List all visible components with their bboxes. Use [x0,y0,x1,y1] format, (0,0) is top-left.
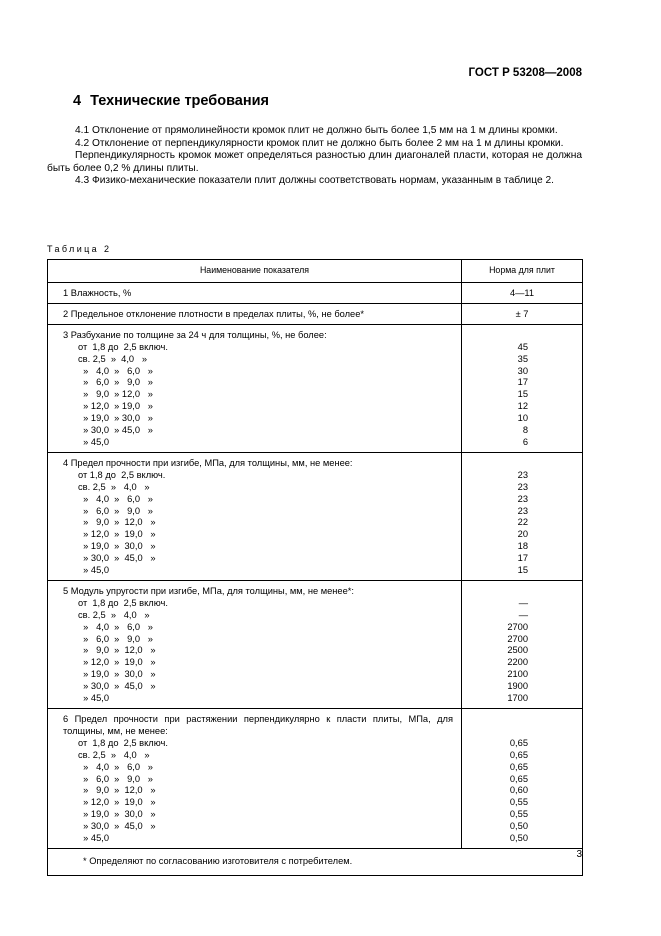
norm-value: 22 [517,517,528,528]
column-header-indicator: Наименование показателя [48,260,462,283]
paragraph: Перпендикулярность кромок может определяться разностью длин диагоналей пласти, которая не должна быть более 0,2 % длины плиты. [47,150,582,174]
thickness-range: » 45,0 [78,565,110,576]
thickness-range: » 9,0 » 12,0 » [78,785,156,796]
thickness-range: » 12,0 » 19,0 » [78,657,156,668]
spacer [462,586,582,598]
spacer [462,330,582,342]
table-header-row [48,260,583,283]
thickness-range: св. 2,5 » 4,0 » [78,353,148,364]
paragraph: 4.1 Отклонение от прямолинейности кромок плит не должно быть более 1,5 мм на 1 м длины кромки. [75,125,558,136]
column-header-norm: Норма для плит [462,260,583,283]
norm-value: 2200 [507,657,528,668]
thickness-range: » 12,0 » 19,0 » [78,797,156,808]
document-id: ГОСТ Р 53208—2008 [468,67,582,79]
norm-value: 17 [517,377,528,388]
norm-value: 2100 [507,669,528,680]
norm-values [462,452,583,580]
thickness-range: » 4,0 » 6,0 » [78,365,153,376]
table-caption: Таблица 2 [47,244,112,254]
thickness-range: » 6,0 » 9,0 » [78,773,153,784]
page-number: 3 [576,849,582,860]
norm-value: 45 [517,341,528,352]
section-title: Технические требования [90,93,270,109]
norm-value: 23 [517,505,528,516]
paragraphs [47,125,582,188]
thickness-range: » 4,0 » 6,0 » [78,761,153,772]
norm-value: 2700 [507,633,528,644]
paragraph: 4.3 Физико-механические показатели плит должны соответствовать нормам, указанным в таблице 2. [75,175,554,186]
norm-values [462,580,583,708]
thickness-range: » 30,0 » 45,0 » [78,425,153,436]
thickness-range: св. 2,5 » 4,0 » [78,609,150,620]
norm-value: 0,65 [509,737,528,748]
norm-value: 23 [517,481,528,492]
indicator-name: 2 Предельное отклонение плотности в пределах плиты, %, не более* [48,303,462,324]
thickness-range: » 4,0 » 6,0 » [78,493,153,504]
norm-value: 2500 [507,645,528,656]
norm-value: 0,65 [509,773,528,784]
section-heading [73,93,269,109]
thickness-range: » 45,0 [78,436,110,447]
thickness-range: от 1,8 до 2,5 включ. [78,597,168,608]
norm-value: 0,50 [509,833,528,844]
norm-value: — [518,597,528,608]
norm-value: 0,65 [509,761,528,772]
thickness-range: от 1,8 до 2,5 включ. [78,341,168,352]
thickness-range: » 4,0 » 6,0 » [78,621,153,632]
table-group-row [48,452,583,580]
norm-value: ± 7 [462,303,583,324]
indicator-group [48,580,462,708]
spacer [462,714,582,726]
thickness-range: » 19,0 » 30,0 » [78,541,156,552]
footnote-row [48,848,583,875]
requirements-table [47,259,583,876]
norm-values [462,709,583,849]
thickness-range: » 45,0 [78,833,110,844]
thickness-range: » 12,0 » 19,0 » [78,529,156,540]
group-title: 6 Предел прочности при растяжении перпендикулярно к пласти плиты, МПа, для толщины, мм, не менее: [63,714,453,736]
paragraph: 4.2 Отклонение от перпендикулярности кромок плит не должно быть более 2 мм на 1 м длины кромки. [75,137,564,149]
thickness-range: » 19,0 » 30,0 » [78,669,156,680]
norm-value: 10 [517,413,528,424]
table-footnote: * Определяют по согласованию изготовителя с потребителем. [48,848,583,875]
table-row [48,303,583,324]
indicator-name: 1 Влажность, % [48,283,462,304]
thickness-range: » 19,0 » 30,0 » [78,413,153,424]
spacer [462,726,582,738]
norm-value: 17 [517,553,528,564]
norm-value: 20 [517,529,528,540]
spacer [462,458,582,470]
thickness-range: » 9,0 » 12,0 » [78,645,156,656]
thickness-range: » 6,0 » 9,0 » [78,377,153,388]
norm-value: 2700 [507,621,528,632]
table-group-row [48,709,583,849]
norm-value: 15 [517,565,528,576]
thickness-range: св. 2,5 » 4,0 » [78,481,150,492]
indicator-group [48,709,462,849]
norm-value: 35 [517,353,528,364]
norm-value: 1700 [507,693,528,704]
group-title: 5 Модуль упругости при изгибе, МПа, для толщины, мм, не менее*: [63,585,354,596]
thickness-range: » 30,0 » 45,0 » [78,821,156,832]
thickness-range: » 45,0 [78,693,110,704]
section-number: 4 [73,93,82,109]
norm-value: 0,55 [509,809,528,820]
thickness-range: » 30,0 » 45,0 » [78,553,156,564]
norm-values [462,324,583,452]
thickness-range: » 6,0 » 9,0 » [78,505,153,516]
norm-value: 8 [522,425,528,436]
indicator-group [48,324,462,452]
norm-value: 1900 [507,681,528,692]
thickness-range: » 19,0 » 30,0 » [78,809,156,820]
thickness-range: » 9,0 » 12,0 » [78,517,156,528]
table-group-row [48,580,583,708]
norm-value: 0,60 [509,785,528,796]
norm-value: 0,65 [509,749,528,760]
group-title: 4 Предел прочности при изгибе, МПа, для толщины, мм, не менее: [63,457,353,468]
norm-value: 15 [517,389,528,400]
thickness-range: » 9,0 » 12,0 » [78,389,153,400]
norm-value: 23 [517,469,528,480]
norm-value: 0,55 [509,797,528,808]
indicator-group [48,452,462,580]
table-row [48,283,583,304]
thickness-range: от 1,8 до 2,5 включ. [78,469,166,480]
group-title: 3 Разбухание по толщине за 24 ч для толщины, %, не более: [63,329,327,340]
norm-value: 30 [517,365,528,376]
norm-value: 12 [517,401,528,412]
thickness-range: от 1,8 до 2,5 включ. [78,737,168,748]
thickness-range: » 12,0 » 19,0 » [78,401,153,412]
thickness-range: » 6,0 » 9,0 » [78,633,153,644]
thickness-range: » 30,0 » 45,0 » [78,681,156,692]
norm-value: 0,50 [509,821,528,832]
norm-value: 4—11 [462,283,583,304]
norm-value: 23 [517,493,528,504]
norm-value: 6 [522,436,528,447]
norm-value: — [518,609,528,620]
norm-value: 18 [517,541,528,552]
thickness-range: св. 2,5 » 4,0 » [78,749,150,760]
table-group-row [48,324,583,452]
